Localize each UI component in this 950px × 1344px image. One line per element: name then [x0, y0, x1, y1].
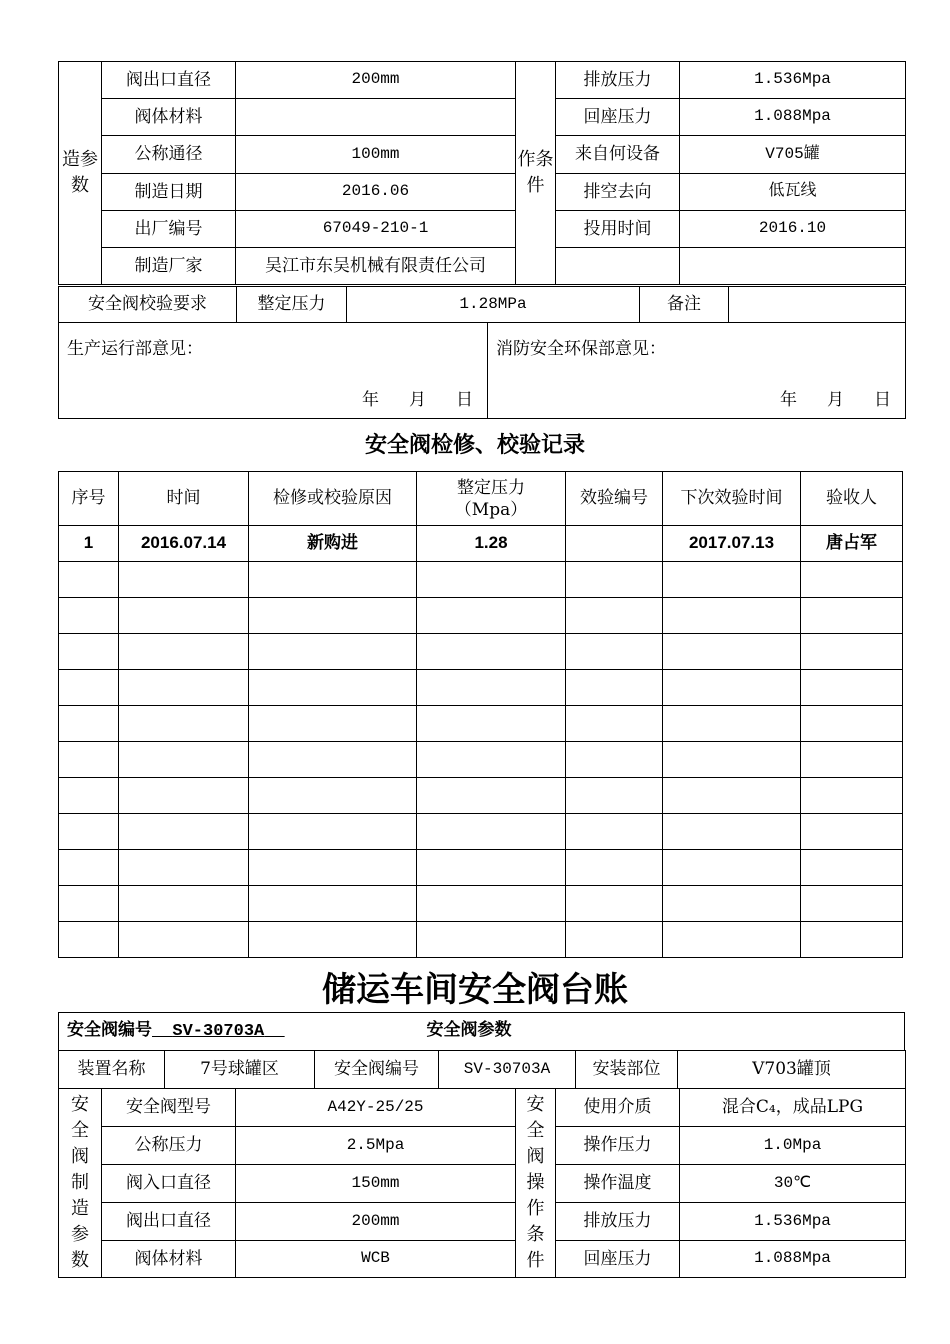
condition-label: 排放压力 — [556, 1203, 680, 1241]
table-row — [59, 706, 903, 742]
ledger-title: 储运车间安全阀台账 — [322, 970, 628, 1010]
ledger-device-table — [58, 1050, 906, 1089]
header-reason: 检修或校验原因 — [249, 472, 417, 526]
record-verify-no — [566, 526, 663, 562]
condition-value: 2016.10 — [680, 211, 906, 248]
date-month: 月 — [409, 389, 426, 410]
condition-value: V705罐 — [680, 136, 906, 174]
date-day: 日 — [456, 389, 473, 410]
param-value: 2016.06 — [236, 174, 516, 211]
condition-label: 排放压力 — [556, 62, 680, 99]
verify-label: 安全阀校验要求 — [59, 287, 237, 323]
condition-label: 来自何设备 — [556, 136, 680, 174]
record-time: 2016.07.14 — [119, 526, 249, 562]
location-label: 安装部位 — [576, 1051, 678, 1089]
param-value: 200mm — [236, 62, 516, 99]
param-value — [236, 99, 516, 136]
condition-label: 操作温度 — [556, 1165, 680, 1203]
ledger-operating-group: 安全阀操作条件 — [516, 1089, 556, 1278]
ledger-params-label: 安全阀参数 — [426, 1020, 512, 1041]
table-row — [59, 742, 903, 778]
set-pressure-value: 1.28MPa — [347, 287, 640, 323]
ledger-id-label: 安全阀编号 — [67, 1020, 152, 1041]
safety-opinion-date — [750, 390, 891, 410]
condition-value: 1.088Mpa — [680, 1241, 906, 1278]
table-row — [59, 562, 903, 598]
condition-label: 排空去向 — [556, 174, 680, 211]
header-set-pressure-label: 整定压力 — [457, 477, 525, 498]
param-value: 150mm — [236, 1165, 516, 1203]
production-opinion-label: 生产运行部意见： — [67, 339, 203, 359]
param-label: 公称压力 — [102, 1127, 236, 1165]
location-value: V703罐顶 — [678, 1051, 906, 1089]
record-next-time: 2017.07.13 — [663, 526, 801, 562]
verify-requirement-table — [58, 286, 906, 323]
param-label: 阀体材料 — [102, 99, 236, 136]
condition-value: 1.0Mpa — [680, 1127, 906, 1165]
header-no: 序号 — [59, 472, 119, 526]
top-params-table — [58, 61, 906, 285]
id2-value: SV-30703A — [439, 1051, 576, 1089]
condition-value: 1.536Mpa — [680, 1203, 906, 1241]
param-label: 阀出口直径 — [102, 1203, 236, 1241]
condition-label: 回座压力 — [556, 99, 680, 136]
condition-label — [556, 248, 680, 285]
param-label: 出厂编号 — [102, 211, 236, 248]
condition-label: 操作压力 — [556, 1127, 680, 1165]
param-value: 67049-210-1 — [236, 211, 516, 248]
ledger-params-table — [58, 1088, 906, 1278]
param-label: 安全阀型号 — [102, 1089, 236, 1127]
date-year: 年 — [362, 389, 379, 410]
record-acceptor: 唐占军 — [801, 526, 903, 562]
date-day: 日 — [874, 389, 891, 410]
condition-label: 使用介质 — [556, 1089, 680, 1127]
param-label: 公称通径 — [102, 136, 236, 174]
header-unit: （Mpa） — [454, 499, 528, 520]
set-pressure-label: 整定压力 — [237, 287, 347, 323]
date-month: 月 — [827, 389, 844, 410]
record-title: 安全阀检修、校验记录 — [364, 433, 585, 458]
table-row — [59, 670, 903, 706]
param-value: 2.5Mpa — [236, 1127, 516, 1165]
param-value: A42Y-25/25 — [236, 1089, 516, 1127]
manufacturer-value: 吴江市东吴机械有限责任公司 — [236, 248, 516, 285]
ledger-id-table — [58, 1012, 905, 1051]
remark-label: 备注 — [640, 287, 729, 323]
table-row — [59, 850, 903, 886]
header-next-time: 下次效验时间 — [663, 472, 801, 526]
device-label: 装置名称 — [59, 1051, 165, 1089]
production-opinion-cell — [59, 323, 488, 419]
param-label: 阀入口直径 — [102, 1165, 236, 1203]
manufacture-params-group: 造参数 — [59, 62, 102, 285]
table-row — [59, 634, 903, 670]
param-label: 阀体材料 — [102, 1241, 236, 1278]
header-time: 时间 — [119, 472, 249, 526]
record-no: 1 — [59, 526, 119, 562]
remark-value — [729, 287, 906, 323]
param-value: 200mm — [236, 1203, 516, 1241]
param-label: 制造厂家 — [102, 248, 236, 285]
record-set-pressure: 1.28 — [417, 526, 566, 562]
table-row — [59, 922, 903, 958]
date-year: 年 — [780, 389, 797, 410]
safety-opinion-cell — [488, 323, 906, 419]
id2-label: 安全阀编号 — [315, 1051, 439, 1089]
table-row — [59, 598, 903, 634]
param-value: 100mm — [236, 136, 516, 174]
ledger-id-value: SV-30703A — [172, 1022, 265, 1042]
production-opinion-date — [332, 390, 473, 410]
condition-value: 混合C₄，成品LPG — [680, 1089, 906, 1127]
header-verify-no: 效验编号 — [566, 472, 663, 526]
header-set-pressure — [417, 472, 566, 526]
ledger-id-row — [59, 1013, 905, 1051]
param-value: WCB — [236, 1241, 516, 1278]
table-row — [59, 778, 903, 814]
param-label: 阀出口直径 — [102, 62, 236, 99]
record-reason: 新购进 — [249, 526, 417, 562]
opinion-table — [58, 322, 906, 419]
record-table — [58, 471, 903, 958]
condition-value: 1.088Mpa — [680, 99, 906, 136]
operating-conditions-group: 作条件 — [516, 62, 556, 285]
condition-label: 投用时间 — [556, 211, 680, 248]
ledger-manufacture-group: 安全阀制造参数 — [59, 1089, 102, 1278]
condition-value: 低瓦线 — [680, 174, 906, 211]
table-row — [59, 814, 903, 850]
table-row — [59, 886, 903, 922]
condition-label: 回座压力 — [556, 1241, 680, 1278]
safety-opinion-label: 消防安全环保部意见： — [496, 339, 666, 359]
device-value: 7号球罐区 — [165, 1051, 315, 1089]
param-label: 制造日期 — [102, 174, 236, 211]
condition-value: 1.536Mpa — [680, 62, 906, 99]
condition-value: 30℃ — [680, 1165, 906, 1203]
condition-value — [680, 248, 906, 285]
header-acceptor: 验收人 — [801, 472, 903, 526]
